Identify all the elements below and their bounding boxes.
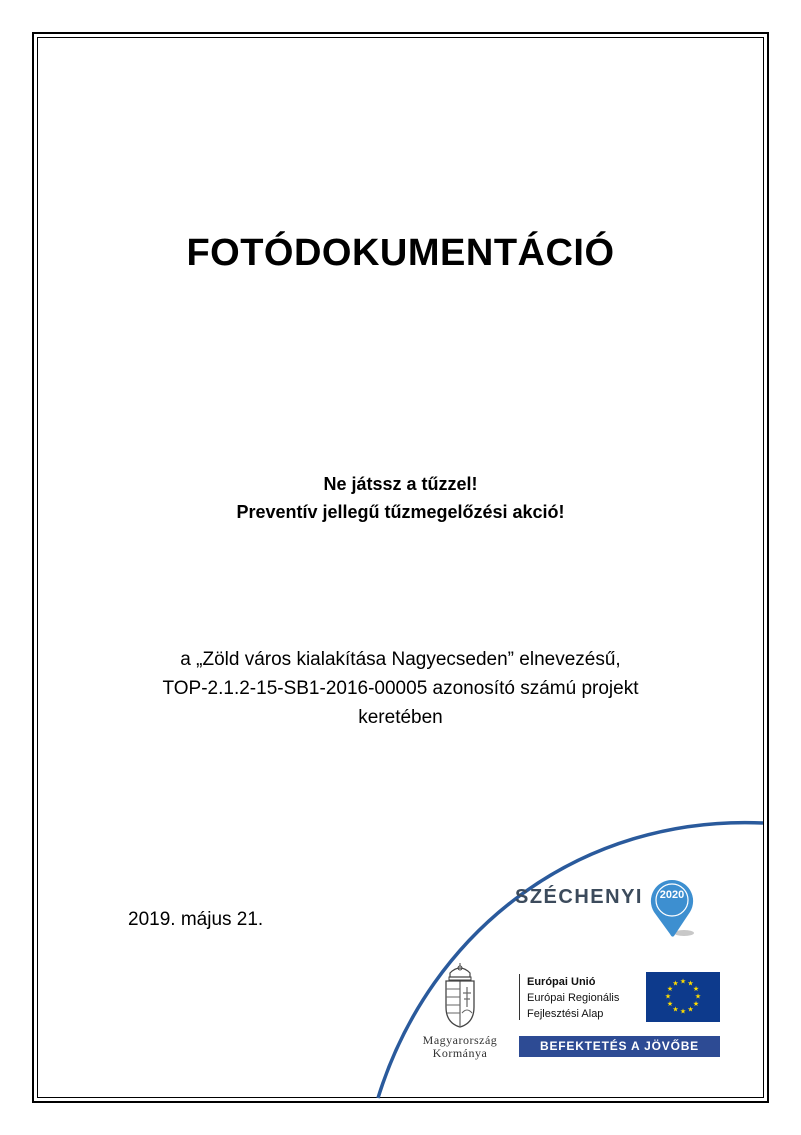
svg-text:★: ★ — [687, 1005, 694, 1014]
eu-line-2: Európai Regionális — [527, 992, 620, 1004]
gov-line-2: Kormánya — [432, 1046, 488, 1060]
svg-text:★: ★ — [694, 992, 702, 1001]
project-line-2: TOP-2.1.2-15-SB1-2016-00005 azonosító számú projekt — [162, 678, 639, 699]
subtitle-line-1: Ne játssz a tűzzel! — [323, 474, 478, 494]
svg-text:★: ★ — [664, 992, 672, 1001]
svg-text:★: ★ — [666, 1000, 674, 1008]
eu-line-3: Fejlesztési Alap — [527, 1008, 604, 1020]
document-date: 2019. május 21. — [128, 909, 264, 930]
hungarian-coat-of-arms-icon — [440, 963, 480, 1029]
eu-flag-icon — [646, 972, 720, 1022]
eu-title: Európai Unió — [527, 976, 596, 988]
subtitle-line-2: Preventív jellegű tűzmegelőzési akció! — [236, 502, 565, 522]
document-title: FOTÓDOKUMENTÁCIÓ — [186, 232, 615, 274]
svg-text:★: ★ — [672, 979, 679, 988]
svg-text:★: ★ — [687, 979, 694, 988]
project-line-3: keretében — [358, 707, 443, 728]
szechenyi-label: SZÉCHENYI — [515, 886, 643, 908]
svg-text:★: ★ — [692, 1000, 700, 1008]
szechenyi-year: 2020 — [659, 889, 685, 901]
svg-text:★: ★ — [679, 977, 687, 986]
svg-text:★: ★ — [692, 985, 700, 993]
map-pin-icon — [648, 878, 696, 940]
investment-banner: BEFEKTETÉS A JÖVŐBE — [519, 1036, 720, 1057]
project-line-1: a „Zöld város kialakítása Nagyecseden” elnevezésű, — [180, 649, 621, 670]
svg-text:★: ★ — [672, 1005, 679, 1014]
gov-line-1: Magyarország — [422, 1033, 498, 1047]
svg-text:★: ★ — [666, 985, 674, 993]
eu-fund-text — [527, 974, 619, 1022]
svg-text:★: ★ — [679, 1007, 687, 1016]
hungarian-government-logo — [405, 963, 515, 1060]
eu-separator — [519, 974, 520, 1020]
